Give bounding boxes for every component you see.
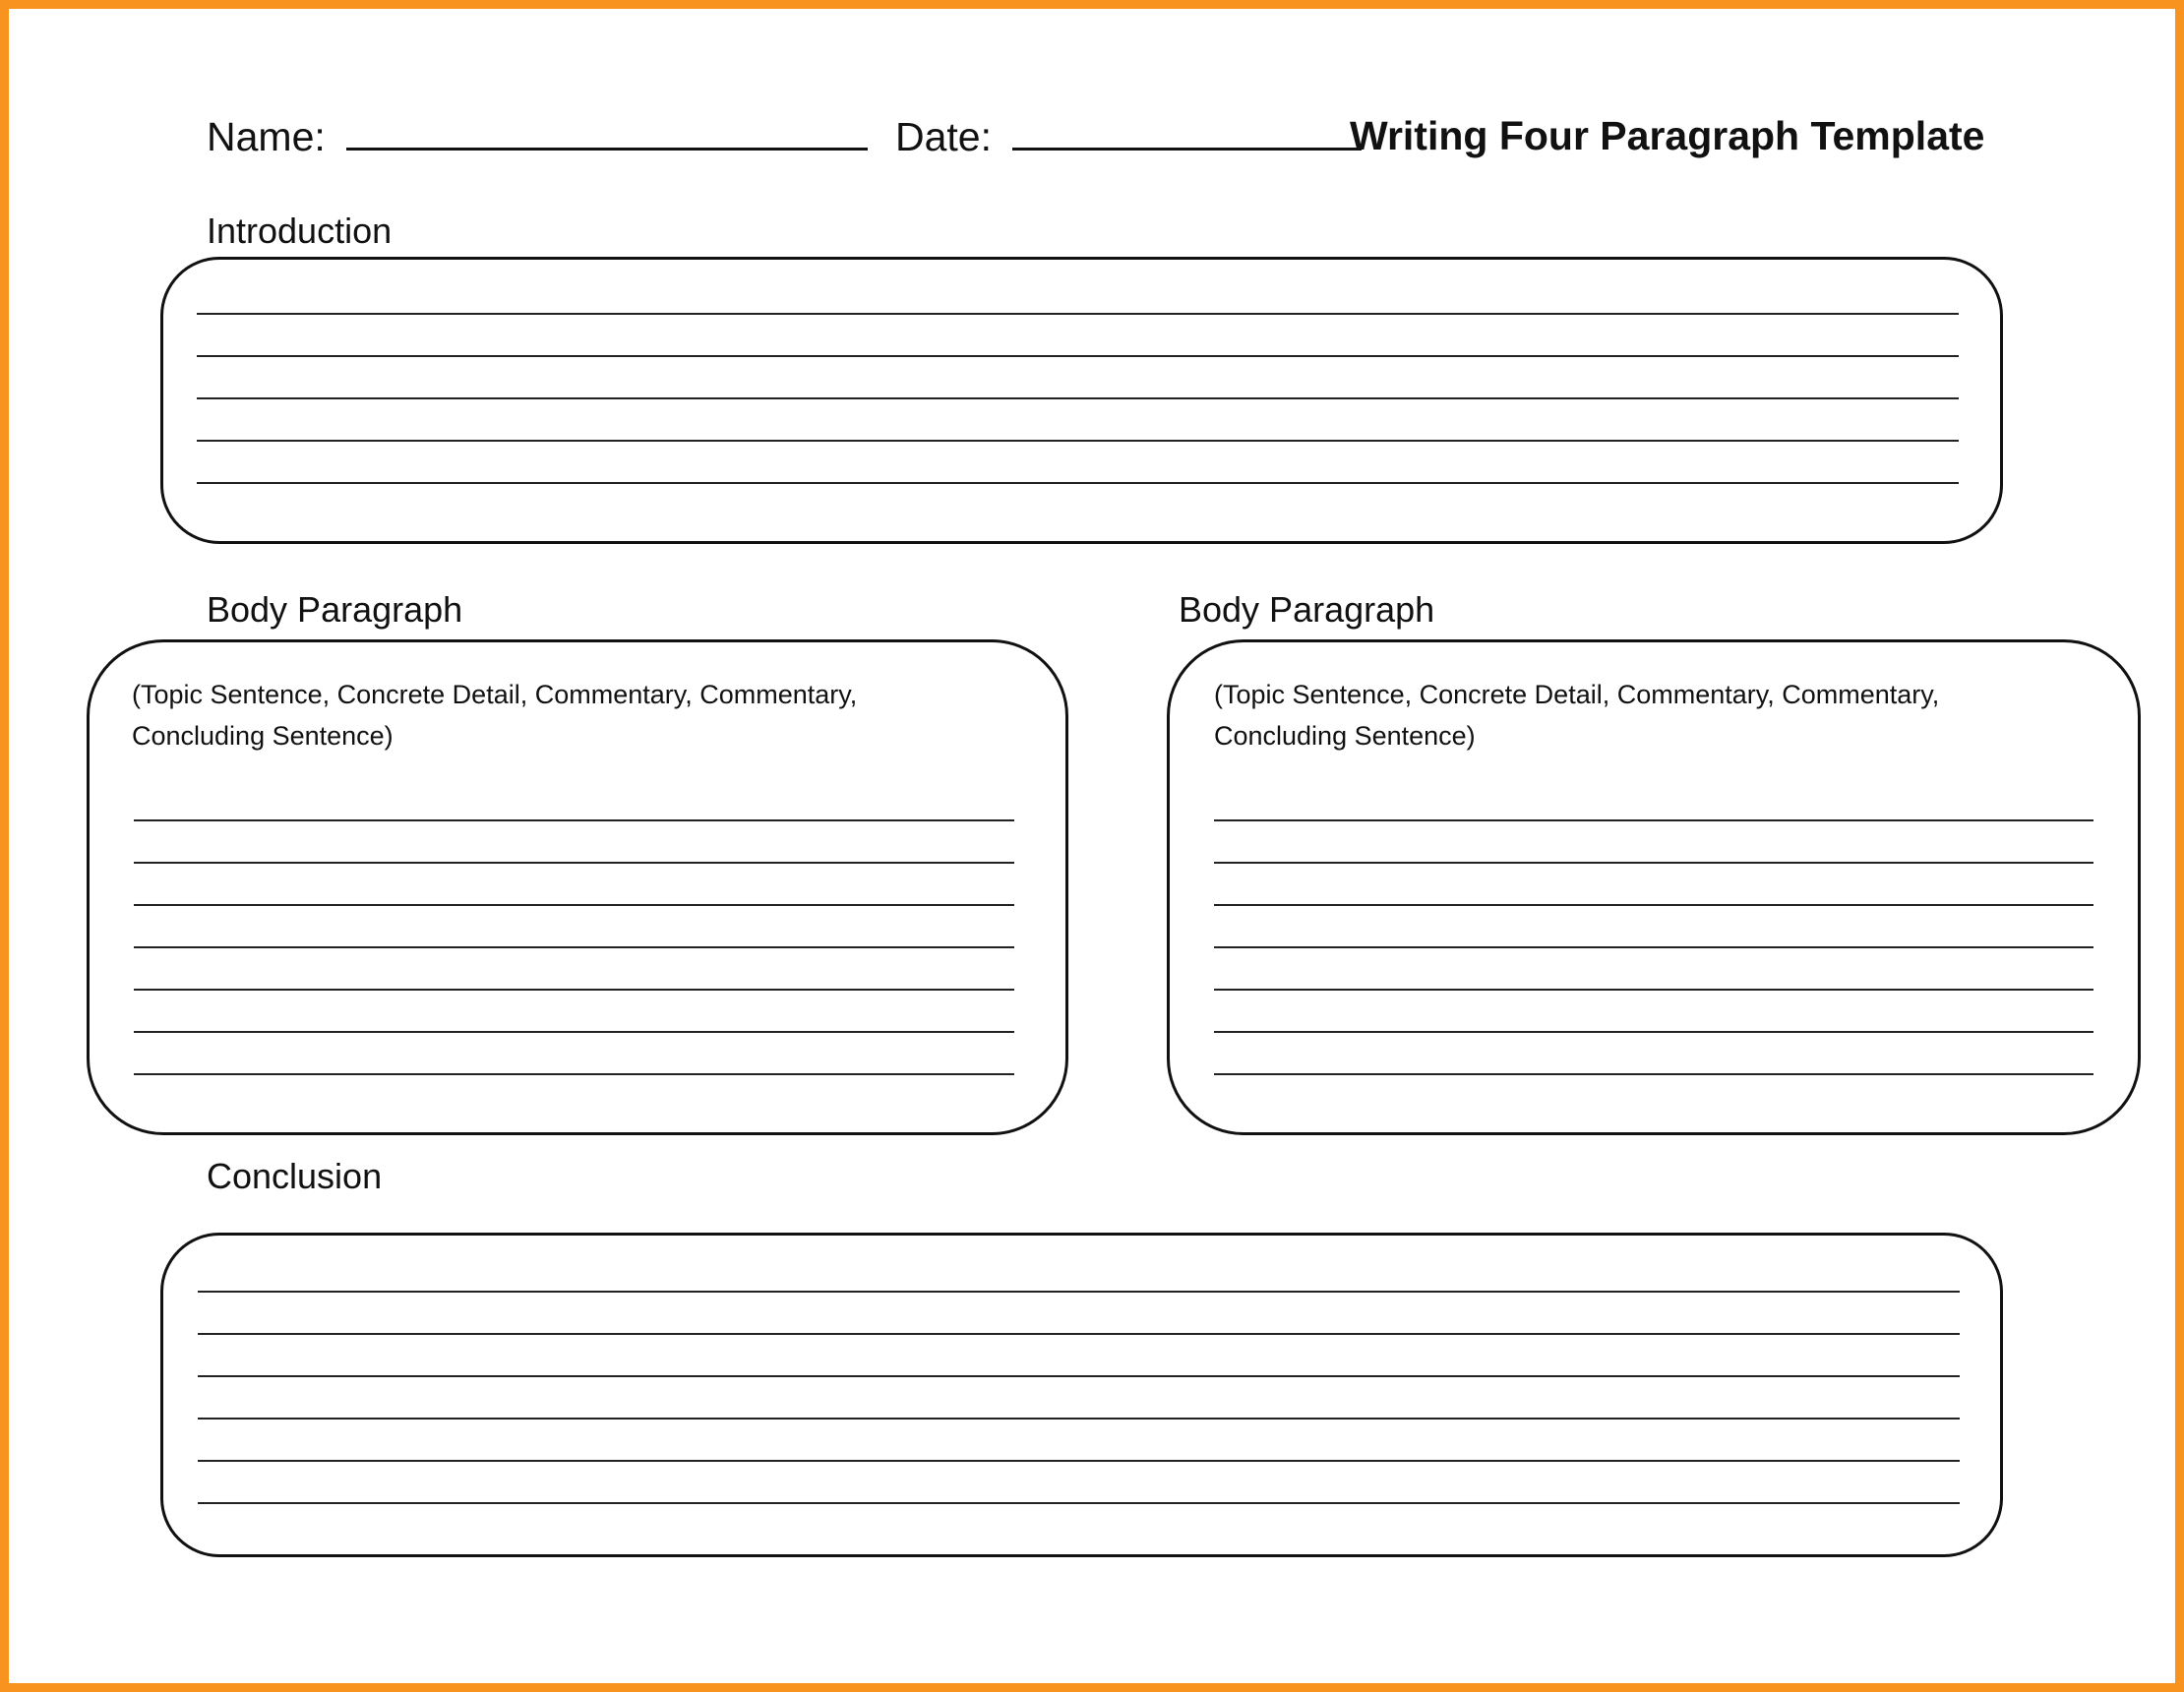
writing-line [134, 904, 1014, 906]
writing-line [1214, 904, 2093, 906]
writing-line [198, 1418, 1960, 1420]
body-paragraph-left-box[interactable] [87, 639, 1068, 1135]
introduction-label: Introduction [207, 211, 393, 251]
writing-line [197, 482, 1959, 484]
body-left-instructions-line1: (Topic Sentence, Concrete Detail, Commentary, Commentary, [132, 680, 858, 709]
writing-line [198, 1291, 1960, 1293]
writing-line [198, 1375, 1960, 1377]
writing-line [134, 1073, 1014, 1075]
writing-line [134, 989, 1014, 991]
writing-line [1214, 1031, 2093, 1033]
writing-line [134, 1031, 1014, 1033]
body-paragraph-right-label: Body Paragraph [1179, 589, 1435, 630]
body-paragraph-left-label: Body Paragraph [207, 589, 463, 630]
writing-line [1214, 819, 2093, 821]
body-right-instructions-line2: Concluding Sentence) [1214, 721, 1476, 751]
body-right-instructions-line1: (Topic Sentence, Concrete Detail, Commentary, Commentary, [1214, 680, 1940, 709]
name-field [207, 108, 868, 164]
name-label: Name: [207, 114, 326, 159]
name-blank[interactable] [346, 108, 868, 151]
introduction-box[interactable] [160, 257, 2003, 544]
date-field [895, 108, 1362, 164]
conclusion-box[interactable] [160, 1233, 2003, 1557]
writing-line [198, 1333, 1960, 1335]
writing-line [1214, 946, 2093, 948]
writing-line [198, 1460, 1960, 1462]
page-title: Writing Four Paragraph Template [1350, 113, 1985, 158]
writing-line [197, 355, 1959, 357]
writing-line [1214, 1073, 2093, 1075]
writing-line [134, 862, 1014, 864]
body-left-instructions-line2: Concluding Sentence) [132, 721, 394, 751]
date-label: Date: [895, 114, 992, 159]
body-paragraph-right-box[interactable] [1167, 639, 2141, 1135]
writing-line [134, 946, 1014, 948]
writing-line [197, 397, 1959, 399]
writing-line [197, 440, 1959, 442]
date-blank[interactable] [1012, 108, 1362, 151]
conclusion-label: Conclusion [207, 1156, 383, 1196]
writing-line [134, 819, 1014, 821]
writing-line [1214, 862, 2093, 864]
writing-line [198, 1502, 1960, 1504]
writing-line [1214, 989, 2093, 991]
writing-line [197, 313, 1959, 315]
